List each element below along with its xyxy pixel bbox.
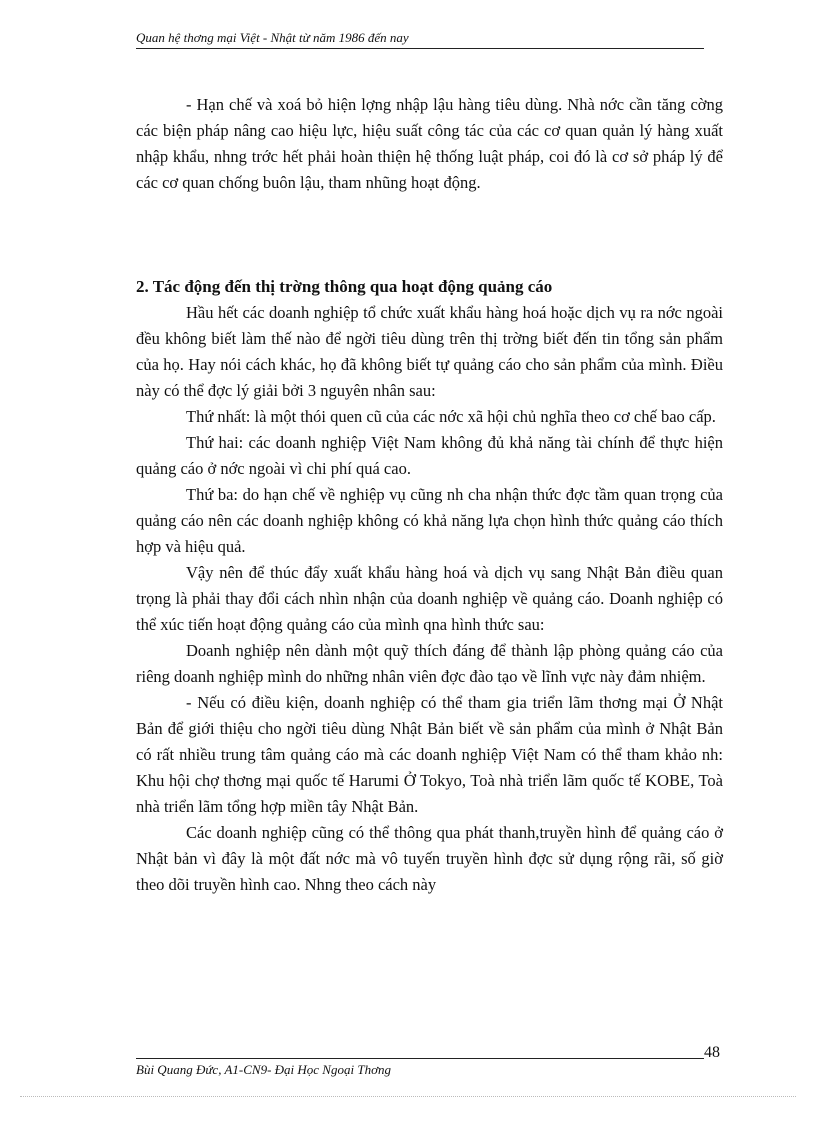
running-header: Quan hệ thơng mại Việt - Nhật từ năm 1986 đến nay	[136, 30, 704, 49]
footer-rule	[136, 1058, 704, 1059]
paragraph: Vậy nên để thúc đẩy xuất khẩu hàng hoá và dịch vụ sang Nhật Bản điều quan trọng là phải thay đổi cách nhìn nhận của doanh nghiệp về quảng cáo. Doanh nghiệp có thể xúc tiến hoạt động quảng cáo của mình qna hình thức sau:	[136, 563, 723, 634]
running-footer: Bùi Quang Đức, A1-CN9- Đại Học Ngoại Thơng	[136, 1062, 392, 1077]
paragraph: Các doanh nghiệp cũng có thể thông qua phát thanh,truyền hình để quảng cáo ở Nhật bản vì đây là một đất nớc mà vô tuyến truyền hình đợc sử dụng rộng rãi, số giờ theo dõi truyền hình cao. Nhng theo cách này	[136, 823, 723, 894]
page-body	[136, 92, 723, 898]
paragraph: Thứ ba: do hạn chế về nghiệp vụ cũng nh cha nhận thức đợc tầm quan trọng của quảng cáo nên các doanh nghiệp không có khả năng lựa chọn hình thức quảng cáo thích hợp và hiệu quả.	[136, 485, 723, 556]
section-heading: 2. Tác động đến thị trờng thông qua hoạt động quảng cáo	[136, 277, 553, 296]
page-number: 48	[704, 1044, 720, 1061]
paragraph: - Hạn chế và xoá bỏ hiện lợng nhập lậu hàng tiêu dùng. Nhà nớc cần tăng cờng các biện pháp nâng cao hiệu lực, hiệu suất công tác của các cơ quan quản lý hàng xuất nhập khẩu, nhng trớc hết phải hoàn thiện hệ thống luật pháp, coi đó là cơ sở pháp lý để các cơ quan chống buôn lậu, tham nhũng hoạt động.	[136, 95, 723, 192]
page-edge-divider	[20, 1096, 796, 1097]
paragraph: - Nếu có điều kiện, doanh nghiệp có thể tham gia triển lãm thơng mại Ở Nhật Bản để giới thiệu cho ngời tiêu dùng Nhật Bản biết về sản phẩm của mình ở Nhật Bản có rất nhiều trung tâm quảng cáo mà các doanh nghiệp Việt Nam có thể tham khảo nh: Khu hội chợ thơng mại quốc tế Harumi Ở Tokyo, Toà nhà triển lãm quốc tế KOBE, Toà nhà triển lãm tổng hợp miền tây Nhật Bản.	[136, 693, 723, 816]
paragraph: Thứ hai: các doanh nghiệp Việt Nam không đủ khả năng tài chính để thực hiện quảng cáo ở nớc ngoài vì chi phí quá cao.	[136, 433, 723, 478]
paragraph: Doanh nghiệp nên dành một quỹ thích đáng để thành lập phòng quảng cáo của riêng doanh nghiệp mình do những nhân viên đợc đào tạo về lĩnh vực này đảm nhiệm.	[136, 641, 723, 686]
paragraph: Hầu hết các doanh nghiệp tổ chức xuất khẩu hàng hoá hoặc dịch vụ ra nớc ngoài đều không biết làm thế nào để ngời tiêu dùng trên thị trờng biết đến tin tổng sản phẩm của họ. Hay nói cách khác, họ đã không biết tự quảng cáo cho sản phẩm của mình. Điều này có thể đợc lý giải bởi 3 nguyên nhân sau:	[136, 303, 723, 400]
paragraph: Thứ nhất: là một thói quen cũ của các nớc xã hội chủ nghĩa theo cơ chế bao cấp.	[186, 407, 716, 426]
